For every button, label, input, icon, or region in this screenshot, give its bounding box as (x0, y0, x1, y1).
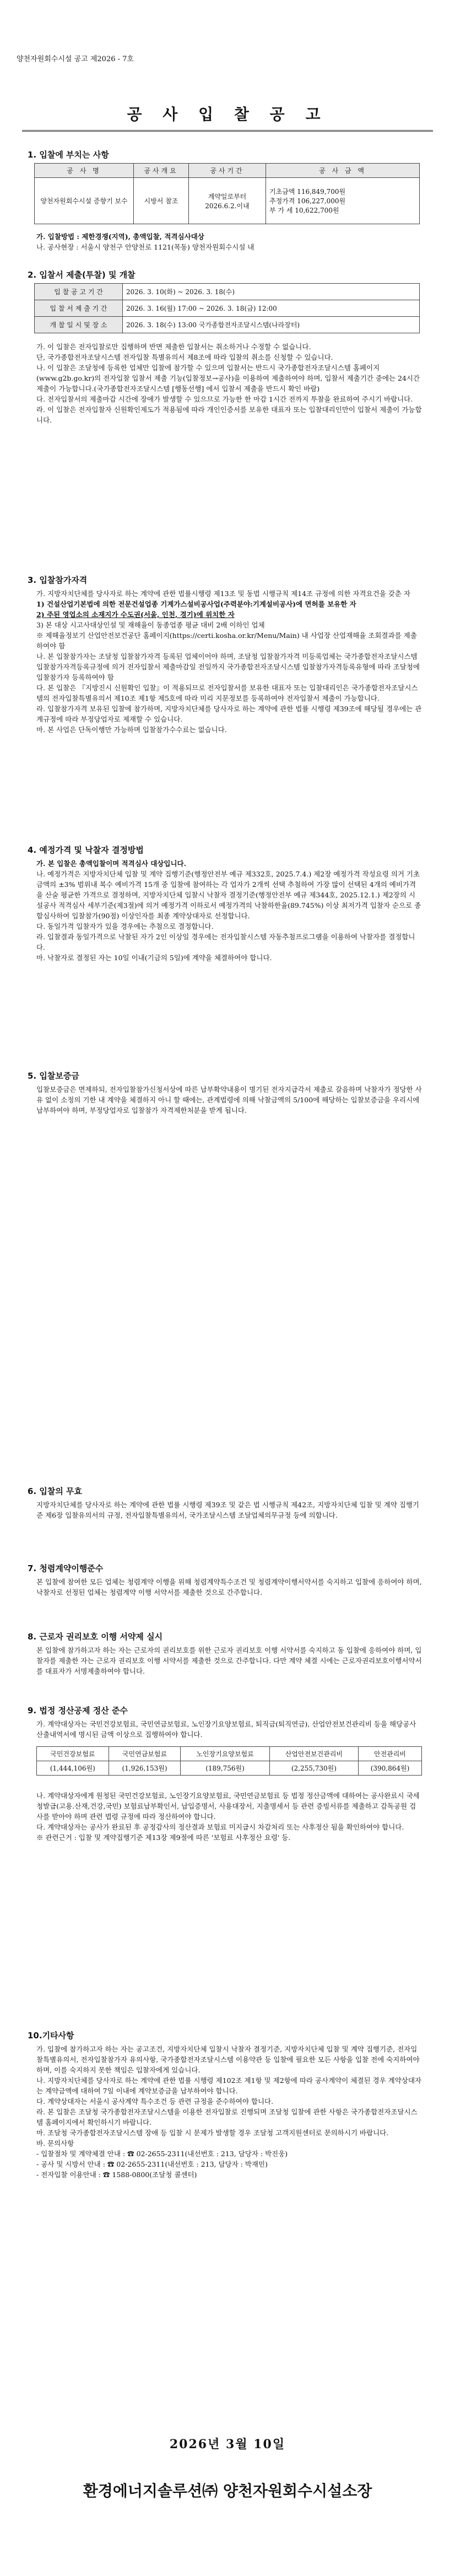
section-6-heading: 6. 입찰의 무효 (28, 1486, 83, 1496)
schedule-label: 입 찰 서 제 출 기 간 (35, 300, 123, 317)
section-7-heading: 7. 청렴계약이행준수 (28, 1563, 104, 1573)
contact-line: - 전자입찰 이용안내 : ☎ 1588-0800(조달청 콜센터) (36, 2171, 197, 2179)
vat-amount: 부 가 세 10,622,700원 (269, 207, 339, 214)
insurance-value: (1,444,106원) (37, 1761, 109, 1776)
section-7-notes (36, 1577, 422, 1598)
note-item: 가. 본 입찰은 총액입찰이며 적격심사 대상입니다. (36, 859, 186, 868)
note-item: ※ 제해율정보기 산업안전보건공단 홈페이지(https://certi.kosha.or.kr/Menu/Main) 내 사업장 산업재해율 조회결과를 제출하여야 함 (36, 631, 417, 650)
insurance-label: 안전관리비 (359, 1747, 422, 1761)
note-item: 2) 주된 영업소의 소재지가 수도권(서울, 인천, 경기)에 위치한 자 (36, 610, 235, 619)
section-2-table (34, 283, 420, 333)
section-4-heading: 4. 예정가격 및 낙찰자 결정방법 (28, 845, 144, 855)
section-1-notes (36, 231, 422, 252)
note-item: 라. 본 입찰은 조달청 국가종합전자조달시스템을 이용한 전자입찰로 진행되며 조달청 입찰에 관한 사항은 국가종합전자조달시스템 홈페이지에서 확인하시기 바랍니다. (36, 2108, 418, 2126)
project-overview: 시방서 참조 (134, 178, 189, 224)
note-item: ※ 관련근거 : 입찰 및 계약집행기준 제13장 제9절에 따른 '보험료 사후정산 요령' 등. (36, 1833, 291, 1842)
note-item: 지방자치단체를 당사자로 하는 계약에 관한 법률 시행령 제39조 및 같은 법 시행규칙 제42조, 지방자치단체 입찰 및 계약 집행기준 제6장 입찰유의서의 규정, 전자입찰특별유의서, 국가조달시스템 조달업체의무규정 등에 의합니다. (36, 1501, 420, 1519)
note-item: 3) 본 대상 시고사대상인설 및 재해율이 동종업종 평균 대비 2배 이하인 업체 (36, 621, 265, 629)
insurance-label: 국민건강보험료 (37, 1747, 109, 1761)
note-item: 1) 건설산업기본법에 의한 전문건설업종 기계가스설비공사업(주력분야:기계설비공사)에 면허를 보유한 자 (36, 600, 356, 608)
note-item: 다. 본 입찰은 『지방진시 신원확인 입찰』이 적용되므로 전자입찰서를 보유한 대표자 또는 입찰대리인은 국가종합전자조달시스템의 전자입찰특별유의서 제10조 제1항 제5호에 따라 미리 지문정보를 등록하여야 전자입찰서 제출이 가능합니다. (36, 684, 418, 702)
note-item: 나. 예정가격은 지방자치단체 입찰 및 계약 집행기준(행정안전부 예규 제332호, 2025.7.4.) 제2장 예정가격 작성요령 의거 기초금액의 ±3% 범위내 복수 예비가격 15개 중 입찰에 참여하는 각 업자가 2개씩 선택 추첨하여 가장 많이 선택된 4개의 예비가격을 산술 평균한 가격으로 결정하며, 지방자치단체 입찰시 낙찰자 결정기준(행정안전부 예규 제344호, 2025.12.1.) 제2장의 시설공사 적격심사 세부기준(제3절)에 의거 예정가격 이하로서 예정가격의 낙찰하한율(89.745%) 이상 최저가격 입찰자 순으로 종합심사하여 입찰참가(90점) 이상인자를 최종 계약상대자로 선정합니다. (36, 870, 421, 920)
section-1-table (34, 163, 420, 224)
section-3-notes (36, 588, 422, 735)
note-item: 라. 입찰결과 동일가격으로 낙찰된 자가 2인 이상일 경우에는 전자입찰시스템 자동추첨프로그램을 이용하여 낙찰자를 결정합니다. (36, 933, 415, 951)
base-amount: 기초금액 116,849,700원 (269, 188, 346, 196)
notice-date: 2026년 3월 10일 (169, 2437, 286, 2451)
project-amounts (266, 178, 420, 224)
section-10-notes (36, 2044, 422, 2180)
note-item: 나. 지방자치단체를 당사자로 하는 계약에 관한 법률 시행령 제102조 제1항 및 제2항에 따라 공사계약이 체결된 경우 계약상대자는 계약금액에 대하여 7일 이내에 계약보증금을 납부하여야 합니다. (36, 2076, 421, 2095)
section-4-notes (36, 858, 422, 963)
note-item: 바. 문의사항 (36, 2139, 74, 2147)
col-header-overview: 공사개요 (134, 164, 189, 178)
section-9-table (36, 1746, 422, 1776)
project-period: 계약일로부터 2026.6.2.이내 (189, 178, 266, 224)
section-2-heading: 2. 입찰서 제출(투찰) 및 개찰 (28, 270, 136, 280)
insurance-label: 산업안전보건관리비 (269, 1747, 358, 1761)
insurance-value: (2,255,730원) (269, 1761, 358, 1776)
insurance-value: (189,756원) (181, 1761, 269, 1776)
notice-reference: 양천자원회수시설 공고 제2026 - 7호 (17, 55, 134, 63)
note-item: 본 입찰에 참여한 모든 업체는 청렴계약 이행을 위해 청렴계약특수조건 및 청렴계약이행서약서를 숙지하고 입찰에 응하여야 하며, 낙찰자로 선정된 업체는 청렴계약 이행 서약서를 제출한 것으로 간주합니다. (36, 1578, 422, 1597)
section-3-heading: 3. 입찰참가자격 (28, 575, 88, 585)
section-8-heading: 8. 근로자 권리보호 이행 서약제 실시 (28, 1632, 163, 1642)
note-item: 나. 본 입찰참가자는 조달청 입찰참가자격 등록된 업체이어야 하며, 조달청 입찰참가자격 미등록업체는 국가종합전자조달시스템 입찰참가자격등록규정에 의거 전자입찰서 제출마감일 전일까지 국가종합전자조달시스템 입찰참가자격등록유형에 따라 조달청에 입찰참가자 등록하여야 함 (36, 652, 420, 681)
section-9-notes (36, 1790, 422, 1843)
insurance-label: 국민연금보험료 (109, 1747, 181, 1761)
note-item: 다. 계약상대자는 서울시 공사계약 특수조건 등 관련 규정을 준수하여야 합니다. (36, 2097, 274, 2106)
section-2-notes (36, 342, 422, 425)
insurance-value: (390,864원) (359, 1761, 422, 1776)
section-5-heading: 5. 입찰보증금 (28, 1071, 79, 1081)
contact-line: - 입찰절차 및 계약체결 안내 : ☎ 02-2655-2311(내선번호 : 213, 담당자 : 박진웅) (36, 2150, 288, 2158)
section-6-notes (36, 1500, 422, 1520)
note-item: 마. 본 사업은 단독이행만 가능하며 입찰참가수수료는 없습니다. (36, 726, 227, 734)
note-item: 라. 입찰참가자격 보유된 입찰에 참가하며, 지방자치단체를 당사자로 하는 계약에 관한 법률 시행령 제39조에 해당될 경우에는 관계규정에 따라 부정당업자로 제재할 수 있습니다. (36, 705, 422, 723)
contact-line: - 공사 및 시방서 안내 : ☎ 02-2655-2311(내선번호 : 213, 담당자 : 박재민) (36, 2160, 268, 2168)
col-header-amount: 공 사 금 액 (266, 164, 420, 178)
schedule-value: 2026. 3. 18(수) 13:00 국가종합전자조달시스템(나라장터) (123, 317, 420, 333)
note-item: 다. 전자입찰서의 제출마감 시간에 장애가 발생할 수 있으므로 가능한 한 마감 1시간 전까지 투찰을 완료하여 주시기 바랍니다. (36, 395, 413, 403)
col-header-period: 공사기간 (189, 164, 266, 178)
schedule-value: 2026. 3. 16(월) 17:00 ~ 2026. 3. 18(금) 12:00 (123, 300, 420, 317)
note-item: 다. 동일가격 입찰자가 있을 경우에는 추첨으로 결정합니다. (36, 922, 214, 930)
section-5-notes (36, 1084, 422, 1415)
section-10-heading: 10.기타사항 (28, 2031, 74, 2041)
note-item: 입찰보증금은 면제하되, 전자입찰참가신청서상에 따른 납부확약내용이 명기된 전자지급각서 제출로 갈음하며 낙찰자가 정당한 사유 없이 소정의 기한 내 계약을 체결하지 아니 할 때에는, 관계법령에 의해 낙찰금액의 5/100에 해당하는 입찰보증금을 우리시에 납부하여야 하며, 부정당업자로 입찰참가 자격제한처분을 받게 됩니다. (36, 1085, 422, 1114)
note-item: 마. 조달청 국가종합전자조달시스템 장애 등 입찰 시 문제가 발생할 경우 조달청 고객지원센터로 문의하시기 바랍니다. (36, 2129, 389, 2137)
note-item: 라. 이 입찰은 전자입찰자 신원확인제도가 적용됨에 따라 개인인증서를 보유한 대표자 또는 입찰대리인만이 입찰서 제출이 가능합니다. (36, 405, 422, 424)
estimated-price: 추정가격 106,227,000원 (269, 197, 346, 205)
site-note: 나. 공사현장 : 서울시 양천구 안양천로 1121(목동) 양천자원회수시설 내 (36, 243, 254, 251)
section-9-intro: 가. 계약대상자는 국민건강보험료, 국민연금보험료, 노인장기요양보험료, 퇴직금(퇴직연금), 산업안전보건관리비 등을 해당공사 산출내역서에 명시된 금액 이상으로 집행하여야 합니다. (36, 1720, 416, 1739)
note-item: 나. 계약대상자에게 원청된 국민건강보험료, 노인장기요양보험료, 국민연금보험료 등 법정 정산금액에 대하여는 공사완료시 국세청발급(고용.산재,건강,국민) 보험료납부확인서, 납입증명서, 사용대장서, 지출명세서 등 관련 증빙서류를 제출하고 감독공원 검사를 받아야 하며 관련 법령 규정에 따라 정산하여야 합니다. (36, 1792, 420, 1821)
schedule-label: 개 찰 일 시 및 장 소 (35, 317, 123, 333)
document-title: 공 사 입 찰 공 고 (127, 105, 328, 123)
insurance-value: (1,926,153원) (109, 1761, 181, 1776)
note-item: 본 입찰에 참가하고자 하는 자는 근로자의 권리보호를 위한 근로자 권리보호 이행 서약서를 숙지하고 동 입찰에 응하여야 하며, 입찰자를 제출한 자는 근로자 권리보호 이행 서약서를 제출한 것으로 간주합니다. 다만 계약 체결 시에는 근로자권리보호이행서약서를 대표자가 서명제출하여야 합니다. (36, 1646, 422, 1675)
bid-method-note: 가. 입찰방법 : 제한경쟁(지역), 총액입찰, 적격심사대상 (36, 232, 204, 241)
note-item: 가. 이 입찰은 전자입찰로만 집행하며 반면 제출한 입찰서는 취소하거나 수정할 수 없습니다. (36, 343, 311, 351)
project-name: 양천자원회수시설 증향기 보수 (35, 178, 134, 224)
note-item: 나. 이 입찰은 조달청에 등록한 업체만 입찰에 참가할 수 있으며 입찰서는 반드시 국가종합전자조달시스템 홈페이지(www.g2b.go.kr)의 전자입찰 입찰서 제출 기능(입찰정보→공사)을 이용하여 제출하여야 하며, 입찰서 제출기간 중에는 24시간 제출이 가능합니다.(국가종합전자조달시스템 [행동선행] 에서 입찰서 제출을 반드시 확인 바람) (36, 364, 420, 393)
insurance-label: 노인장기요양보험료 (181, 1747, 269, 1761)
section-8-notes (36, 1645, 422, 1676)
note-item: 단, 국가종합전자조달시스템 전자입찰 특별유의서 제8조에 따라 입찰의 취소를 신청할 수 있습니다. (36, 353, 333, 361)
note-item: 마. 낙찰자로 결정된 자는 10일 이내(기금의 5일)에 계약을 체결하여야 합니다. (36, 954, 272, 962)
schedule-value: 2026. 3. 10(화) ~ 2026. 3. 18(수) (123, 284, 420, 300)
section-1-heading: 1. 입찰에 부치는 사항 (28, 150, 109, 160)
note-item: 다. 계약대상자는 공사가 완료된 후 공정감사의 정산결과 보험료 미지급시 차감처리 또는 사후정산 됨을 확인하여야 합니다. (36, 1823, 404, 1831)
note-item: 가. 입찰에 참가하고자 하는 자는 공고조건, 지방자치단체 입찰시 낙찰자 결정기준, 지방자치단체 입찰 및 계약 집행기준, 전자입찰특별유의서, 전자입찰참가자 유의사항, 국가종합전자조달시스템 이용약관 등 입찰에 필요한 모든 사항을 입찰 전에 숙지하여야 하며, 이를 숙지하지 못한 책임은 입찰자에게 있습니다. (36, 2045, 420, 2074)
section-9-heading: 9. 법정 정산공제 정산 준수 (28, 1706, 128, 1715)
title-divider (22, 130, 433, 132)
schedule-label: 입 찰 공 고 기 간 (35, 284, 123, 300)
note-item: 가. 지방자치단체를 당사자로 하는 계약에 관한 법률시행령 제13조 및 동법 시행규칙 제14조 규정에 의한 자격요건을 갖춘 자 (36, 589, 410, 598)
issuing-organization: 환경에너지솔루션㈜ 양천자원회수시설소장 (83, 2482, 372, 2500)
col-header-name: 공 사 명 (35, 164, 134, 178)
